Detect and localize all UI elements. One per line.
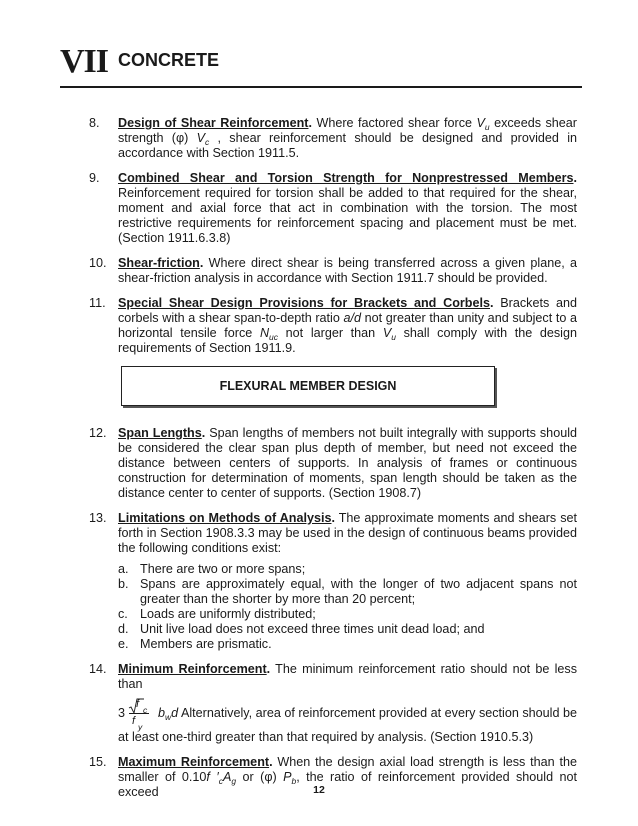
header-rule (60, 86, 582, 88)
item-title: Special Shear Design Provisions for Brackets and Corbels (118, 296, 490, 310)
item-text: Span lengths of members not built integrally with supports should be considered the clear span plus depth of member, but need not exceed the distance between centers of supports. In analysis of frames or continuous construction for determination of moments, span length should be taken as the distance center to center of supports. (Section 1908.7) (118, 426, 577, 500)
list-item: c. Loads are uniformly distributed; (118, 607, 316, 621)
section-heading-box (121, 366, 495, 406)
item-text: Reinforcement required for torsion shall be added to that required for the shear, moment and axial force that act in combination with the torsion. The most restrictive requirements for reinforcement spacing and placement must be met. (Section 1911.6.3.8) (118, 186, 577, 245)
item-number: 14. (89, 662, 107, 676)
list-item: e. Members are prismatic. (118, 637, 272, 651)
item-title: Maximum Reinforcement (118, 755, 270, 769)
item-title: Design of Shear Reinforcement (118, 116, 309, 130)
list-item: d. Unit live load does not exceed three times unit dead load; and (118, 622, 485, 636)
item-number: 15. (89, 755, 107, 769)
item-number: 9. (89, 171, 100, 185)
formula-trailing-text: $b_wd$ Alternatively, area of reinforcement provided at every section should be (158, 706, 577, 722)
list-item: a. There are two or more spans; (118, 562, 306, 576)
item-title: Limitations on Methods of Analysis (118, 511, 332, 525)
page-content (89, 116, 577, 810)
list-item: b. Spans are approximately equal, with the longer of two adjacent spans not greater than the shorter by more than 20 percent; (118, 577, 577, 606)
min-reinforcement-formula: 3 f c f y (118, 698, 148, 732)
list-item-10: 10. Shear-friction. Where direct shear is being transferred across a given plane, a shear-friction analysis in accordance with Section 1911.7 should be provided. (89, 256, 577, 285)
list-item-13: 13. Limitations on Methods of Analysis. The approximate moments and shears set forth in Section 1908.3.3 may be used in the design of continuous beams provided the following conditions exist: a. There are two or more spans; b. Spans are approximately equal, with the longer of two adjacent spans not greater than the shorter by more than 20 percent; c. Loads are uniformly distributed; d. Unit live load does not exceed three times unit dead load; and e. Members are prismatic. (89, 511, 578, 651)
condition-list (118, 562, 577, 652)
item-number: 8. (89, 116, 100, 130)
list-item-11: 11. Special Shear Design Provisions for Brackets and Corbels. Brackets and corbels with a shear span-to-depth ratio a/d not greater than unity and subject to a horizontal tensile force $N_{uc}$ not larger than $V_u$ shall comply with the design requirements of Section 1911.9. (89, 296, 577, 355)
item-text-continued: at least one-third greater than that required by analysis. (Section 1910.5.3) (118, 730, 534, 744)
item-number: 11. (89, 296, 106, 310)
section-heading: FLEXURAL MEMBER DESIGN (219, 378, 397, 393)
list-item-14: 14. Minimum Reinforcement. The minimum reinforcement ratio should not be less than 3 f c f y $b_wd$ Alternatively, area of reinforcement provided at every section should be at least one-third greater than that required by analysis. (Section 1910.5.3) (89, 662, 577, 744)
item-number: 13. (89, 511, 107, 525)
item-title: Minimum Reinforcement (118, 662, 267, 676)
page-number: 12 (313, 784, 325, 796)
item-number: 12. (89, 426, 107, 440)
chapter-title: CONCRETE (118, 50, 220, 70)
item-title: Shear-friction (118, 256, 200, 270)
list-item-12: 12. Span Lengths. Span lengths of members not built integrally with supports should be considered the clear span plus depth of member, but need not exceed the distance between centers of supports. In analysis of frames or continuous construction for determination of moments, span length should be taken as the distance center to center of supports. (Section 1908.7) (89, 426, 577, 500)
chapter-number: VII (60, 43, 109, 80)
list-item-9: 9. Combined Shear and Torsion Strength for Nonprestressed Members. Reinforcement required for torsion shall be added to that required for the shear, moment and axial force that act in combination with the torsion. The most restrictive requirements for reinforcement spacing and placement must be met. (Section 1911.6.3.8) (89, 171, 577, 245)
min-reinforcement-formula-line (118, 696, 577, 730)
item-text: The approximate moments and shears set forth in Section 1908.3.3 may be used in the design of continuous beams provided the following conditions exist: (118, 511, 578, 555)
item-title: Combined Shear and Torsion Strength for Nonprestressed Members (118, 171, 574, 185)
page-header (60, 42, 585, 82)
list-item-15: 15. Maximum Reinforcement. When the design axial load strength is less than the smaller of 0.10f $'_cA_g$ or (φ) $P_b$, the ratio of reinforcement provided should not exceed (89, 755, 578, 799)
item-number: 10. (89, 256, 107, 270)
list-item-8: 8. Design of Shear Reinforcement. Where factored shear force $V_u$ exceeds shear strength (φ) $V_c$ , shear reinforcement should be designed and provided in accordance with Section 1911.5. (89, 116, 577, 160)
item-text: Where direct shear is being transferred across a given plane, a shear-friction analysis in accordance with Section 1911.7 should be provided. (118, 256, 577, 285)
item-title: Span Lengths (118, 426, 202, 440)
